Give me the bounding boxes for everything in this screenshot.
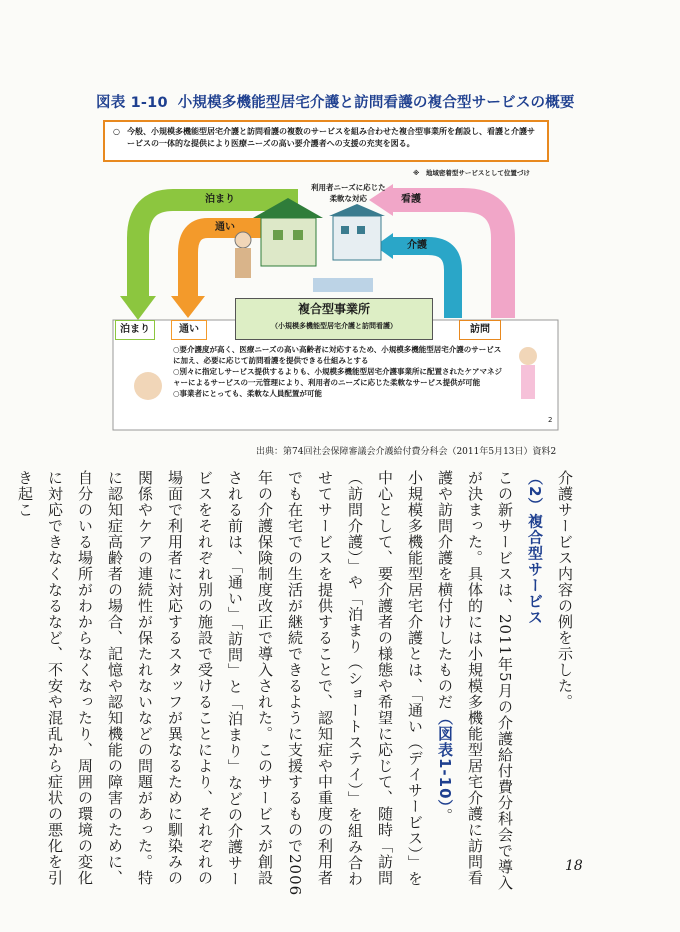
- facility-box: [235, 298, 433, 340]
- figure-summary-text: 今般、小規模多機能型居宅介護と訪問看護の複数のサービスを組み合わせた複合型事業所を創設し、看護と介護サービスの一体的な提供により医療ニーズの高い要介護者への支援の充実を図る。: [127, 127, 535, 148]
- figure-source: 出典：第74回社会保障審議会介護給付費分科会（2011年5月13日）資料2: [256, 447, 557, 457]
- nurse-body: [521, 365, 535, 399]
- center-flex-label: 利用者ニーズに応じた 柔軟な対応: [311, 183, 386, 203]
- body-paragraph-2: 小規模多機能型居宅介護とは、「通い（デイサービス）」を中心として、要介護者の様態や希望に応じて、随時「訪問（訪問介護）」や「泊まり（ショートステイ）」を組み合わせてサービスを提供することで、認知症や中重度の利用者でも在宅での生活が継続できるように支援するもので2006年の介護保険制度改正で導入された。このサービスが創設される前は、「通い」「訪問」と「泊まり」などの介護サービスをそれぞれ別の施設で受けることにより、それぞれの場面で利用者に対応するスタッフが異なるために馴染みの関係やケアの連続性が保たれないなどの問題があった。特に認知症高齢者の場合、記憶や認知機能の障害のために、自分のいる場所がわからなくなったり、周囲の環境の変化に対応できなくなるなど、不安や混乱から症状の悪化を引き起こ: [16, 470, 424, 897]
- facility-subtitle: （小規模多機能型居宅介護と訪問看護）: [271, 322, 397, 330]
- slide-number: 2: [548, 416, 553, 424]
- figure-number: 図表 1-10: [96, 95, 168, 111]
- label-kayoi-top: 通い: [215, 222, 235, 233]
- figure-title-text: 小規模多機能型居宅介護と訪問看護の複合型サービスの概要: [177, 95, 575, 111]
- caregiver-icon: [134, 372, 162, 400]
- bedridden-patient-icon: [313, 278, 373, 292]
- body-text: [16, 470, 580, 900]
- building-window-icon: [357, 226, 365, 234]
- left-inner-arrowhead: [171, 296, 205, 318]
- body-paragraph-1: この新サービスは、2011年5月の介護給付費分科会で導入が決まった。具体的には小規模多機能型居宅介護に訪問看護や訪問介護を横付けしたものだ（図表1-10）。: [436, 470, 514, 891]
- diagram-bullet: ○事業者にとっても、柔軟な人員配置が可能: [173, 389, 322, 398]
- label-kango: 看護: [401, 194, 421, 205]
- house-window-icon: [293, 230, 303, 240]
- box-houmon: 訪問: [459, 320, 501, 340]
- label-kaigo: 介護: [407, 240, 427, 251]
- elderly-person-icon: [235, 232, 251, 248]
- building-roof: [329, 204, 385, 216]
- body-line: 介護サービス内容の例を示した。: [556, 470, 574, 710]
- service-diagram: [93, 178, 563, 440]
- box-tomari: 泊まり: [115, 320, 155, 340]
- house-window-icon: [273, 230, 283, 240]
- diagram-bullet: ○別々に指定しサービス提供するよりも、小規模多機能型居宅介護事業所に配置されたケアマネジャーによるサービスの一元管理により、利用者のニーズに応じた柔軟なサービス提供が可能: [173, 367, 503, 387]
- figure-summary-box: [103, 120, 549, 162]
- diagram-bullet: ○要介護度が高く、医療ニーズの高い高齢者に対応するため、小規模多機能型居宅介護のサービスに加え、必要に応じて訪問看護を提供できる仕組みとする: [173, 345, 502, 365]
- facility-building-icon: [333, 216, 381, 260]
- figure-title: [96, 91, 575, 112]
- building-window-icon: [341, 226, 349, 234]
- figure-reference: （図表1-10）: [436, 710, 454, 809]
- house-icon: [261, 218, 316, 266]
- section-heading: （2）複合型サービス: [526, 470, 544, 626]
- box-kayoi: 通い: [171, 320, 207, 340]
- summary-bullet: ○: [113, 127, 120, 136]
- figure-note: ※ 地域密着型サービスとして位置づけ: [413, 169, 530, 177]
- facility-name: 複合型事業所: [297, 302, 370, 316]
- nurse-icon: [519, 347, 537, 365]
- diagram-bullet-list: [173, 344, 503, 399]
- left-outer-arrowhead: [120, 296, 156, 320]
- label-tomari-top: 泊まり: [205, 194, 235, 205]
- elderly-person-body: [235, 248, 251, 278]
- page-number: 18: [565, 858, 583, 874]
